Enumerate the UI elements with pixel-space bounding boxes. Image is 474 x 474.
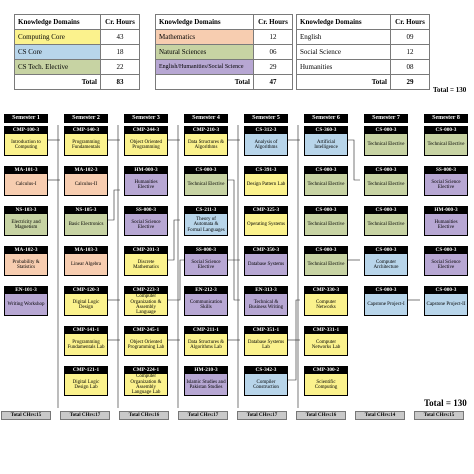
course-card bbox=[4, 126, 48, 156]
course-title: Compiler Construction bbox=[253, 379, 279, 390]
course-title: Technical Elective bbox=[367, 222, 405, 228]
course-card bbox=[4, 286, 48, 316]
course-card bbox=[244, 126, 288, 156]
course-code: CMP-351-1 bbox=[245, 327, 287, 334]
course-title: Computer Networks Lab bbox=[311, 339, 341, 350]
course-code: CS-391-3 bbox=[245, 167, 287, 174]
course-code: CMP-140-3 bbox=[65, 127, 107, 134]
course-card bbox=[4, 166, 48, 196]
semester-header-8: Semester 8 bbox=[424, 114, 468, 123]
course-card bbox=[124, 126, 168, 156]
course-title: Computer Networks bbox=[316, 299, 336, 310]
hours-header-label: Cr. Hours bbox=[101, 15, 140, 30]
grand-total-top: Total = 130 bbox=[433, 86, 467, 94]
course-title: Artificial Intelligence bbox=[314, 139, 338, 150]
course-title: Computer Architecture bbox=[373, 259, 399, 270]
course-code: CMP-141-1 bbox=[65, 327, 107, 334]
grand-total-bottom: Total = 130 bbox=[424, 398, 467, 408]
course-code: CS-000-3 bbox=[365, 167, 407, 174]
semester-header-1: Semester 1 bbox=[4, 114, 48, 123]
course-code: SS-000-3 bbox=[125, 207, 167, 214]
course-card bbox=[304, 206, 348, 236]
domain-name: Natural Sciences bbox=[156, 45, 254, 60]
domain-total-label: Total bbox=[15, 75, 101, 90]
course-title: Database Systems Lab bbox=[247, 339, 285, 350]
semester-total-6: Total CHrs:16 bbox=[296, 411, 346, 420]
course-title: Operating Systems bbox=[247, 222, 285, 228]
semester-header-7: Semester 7 bbox=[364, 114, 408, 123]
semester-total-1: Total CHrs:15 bbox=[1, 411, 51, 420]
course-code: CS-342-3 bbox=[245, 367, 287, 374]
course-code: CS-000-3 bbox=[305, 247, 347, 254]
course-code: CS-000-3 bbox=[365, 207, 407, 214]
domain-hours: 29 bbox=[254, 60, 293, 75]
domain-name: CS Core bbox=[15, 45, 101, 60]
course-code: CS-000-3 bbox=[425, 127, 467, 134]
course-code: CMP-211-1 bbox=[185, 327, 227, 334]
course-code: SS-000-3 bbox=[425, 167, 467, 174]
course-card bbox=[364, 206, 408, 236]
domain-hours: 18 bbox=[101, 45, 140, 60]
course-card bbox=[244, 206, 288, 236]
course-title: Discrete Mathematics bbox=[133, 259, 159, 270]
course-code: CS-360-3 bbox=[305, 127, 347, 134]
course-code: MA-102-3 bbox=[65, 167, 107, 174]
course-code: CMP-121-1 bbox=[65, 367, 107, 374]
course-code: CS-211-3 bbox=[185, 207, 227, 214]
semester-total-5: Total CHrs:17 bbox=[237, 411, 287, 420]
course-code: MA-103-3 bbox=[65, 247, 107, 254]
course-card bbox=[364, 126, 408, 156]
course-title: Islamic Studies and Pakistan Studies bbox=[186, 379, 226, 390]
course-code: NS-103-3 bbox=[5, 207, 47, 214]
course-card bbox=[124, 286, 168, 316]
course-card bbox=[64, 166, 108, 196]
course-card bbox=[304, 246, 348, 276]
domain-hours: 08 bbox=[391, 60, 430, 75]
course-code: CMP-325-3 bbox=[245, 207, 287, 214]
semester-header-3: Semester 3 bbox=[124, 114, 168, 123]
course-card bbox=[184, 166, 228, 196]
course-card bbox=[64, 126, 108, 156]
course-code: HM-000-3 bbox=[125, 167, 167, 174]
course-code: CS-312-3 bbox=[245, 127, 287, 134]
course-code: HM-210-3 bbox=[185, 367, 227, 374]
course-title: Basic Electronics bbox=[68, 222, 104, 228]
course-title: Probability & Statistics bbox=[12, 259, 40, 270]
arrow-line bbox=[348, 140, 360, 180]
course-code: CS-000-3 bbox=[305, 207, 347, 214]
course-card bbox=[124, 326, 168, 356]
course-card bbox=[184, 246, 228, 276]
course-code: CS-000-3 bbox=[185, 167, 227, 174]
course-card bbox=[64, 326, 108, 356]
course-card bbox=[124, 166, 168, 196]
course-code: EN-212-3 bbox=[185, 287, 227, 294]
course-title: Linear Algebra bbox=[70, 262, 102, 268]
course-code: CMP-201-3 bbox=[125, 247, 167, 254]
semester-total-3: Total CHrs:16 bbox=[119, 411, 169, 420]
course-title: Database Systems bbox=[247, 262, 285, 268]
hours-header-label: Cr. Hours bbox=[254, 15, 293, 30]
course-title: Technical Elective bbox=[307, 262, 345, 268]
course-code: CS-000-3 bbox=[365, 247, 407, 254]
domain-header-label: Knowledge Domains bbox=[297, 15, 391, 30]
course-code: CMP-210-3 bbox=[185, 127, 227, 134]
domain-hours: 43 bbox=[101, 30, 140, 45]
course-card bbox=[424, 126, 468, 156]
course-card bbox=[64, 206, 108, 236]
course-title: Object Oriented Programming bbox=[129, 139, 163, 150]
course-code: MA-101-3 bbox=[5, 167, 47, 174]
course-card bbox=[304, 326, 348, 356]
domain-total-value: 83 bbox=[101, 75, 140, 90]
domain-header-label: Knowledge Domains bbox=[156, 15, 254, 30]
domain-hours: 12 bbox=[254, 30, 293, 45]
course-code: CMP-300-2 bbox=[305, 367, 347, 374]
course-code: CMP-120-3 bbox=[65, 287, 107, 294]
course-title: Computer Organization & Assembly Language Lab bbox=[130, 374, 162, 396]
course-card bbox=[184, 286, 228, 316]
hours-header-label: Cr. Hours bbox=[391, 15, 430, 30]
domain-name: English bbox=[297, 30, 391, 45]
course-card bbox=[364, 286, 408, 316]
course-code: CMP-244-3 bbox=[125, 127, 167, 134]
course-title: Capstone Project-I bbox=[367, 302, 405, 308]
course-title: Technical Elective bbox=[307, 222, 345, 228]
course-title: Design Pattern Lab bbox=[246, 182, 286, 188]
domain-name: Computing Core bbox=[15, 30, 101, 45]
course-title: Technical Elective bbox=[367, 182, 405, 188]
course-card bbox=[64, 286, 108, 316]
course-card bbox=[244, 246, 288, 276]
course-code: CMP-224-1 bbox=[125, 367, 167, 374]
semester-header-6: Semester 6 bbox=[304, 114, 348, 123]
course-card bbox=[4, 246, 48, 276]
course-title: Technical & Business Writing bbox=[248, 299, 284, 310]
course-card bbox=[4, 206, 48, 236]
course-code: MA-102-3 bbox=[5, 247, 47, 254]
course-code: CMP-350-3 bbox=[245, 247, 287, 254]
course-code: EN-101-3 bbox=[5, 287, 47, 294]
course-code: HM-000-3 bbox=[425, 207, 467, 214]
course-code: CMP-331-1 bbox=[305, 327, 347, 334]
course-card bbox=[124, 206, 168, 236]
semester-header-5: Semester 5 bbox=[244, 114, 288, 123]
domain-name: English/Humanities/Social Science bbox=[156, 60, 254, 75]
course-title: Technical Elective bbox=[367, 142, 405, 148]
domain-name: Mathematics bbox=[156, 30, 254, 45]
course-title: Digital Logic Design Lab bbox=[72, 379, 100, 390]
course-card bbox=[184, 126, 228, 156]
course-code: CS-000-3 bbox=[365, 127, 407, 134]
course-card bbox=[124, 246, 168, 276]
domain-total-label: Total bbox=[156, 75, 254, 90]
course-card bbox=[244, 166, 288, 196]
course-title: Technical Elective bbox=[427, 142, 465, 148]
course-card bbox=[304, 166, 348, 196]
course-title: Analysis of Algorithms bbox=[254, 139, 278, 150]
semester-total-7: Total CHrs:14 bbox=[355, 411, 405, 420]
course-code: CS-000-3 bbox=[425, 287, 467, 294]
course-code: SS-000-3 bbox=[185, 247, 227, 254]
domain-hours: 12 bbox=[391, 45, 430, 60]
course-code: CMP-223-3 bbox=[125, 287, 167, 294]
course-code: EN-313-3 bbox=[245, 287, 287, 294]
course-title: Humanities Elective bbox=[134, 179, 158, 190]
course-card bbox=[244, 286, 288, 316]
course-title: Capstone Project-II bbox=[426, 302, 466, 308]
domain-name: CS Tech. Elective bbox=[15, 60, 101, 75]
course-title: Social Science Elective bbox=[431, 179, 461, 190]
course-card bbox=[184, 366, 228, 396]
course-card bbox=[244, 326, 288, 356]
course-title: Humanities Elective bbox=[434, 219, 458, 230]
course-title: Digital Logic Design bbox=[72, 299, 100, 310]
course-title: Computer Organization & Assembly Language bbox=[130, 294, 162, 316]
course-code: NS-105-3 bbox=[65, 207, 107, 214]
course-code: CS-000-3 bbox=[425, 247, 467, 254]
course-card bbox=[364, 246, 408, 276]
course-title: Technical Elective bbox=[187, 182, 225, 188]
domain-hours: 22 bbox=[101, 60, 140, 75]
course-code: CMP-330-3 bbox=[305, 287, 347, 294]
course-card bbox=[304, 126, 348, 156]
semester-header-2: Semester 2 bbox=[64, 114, 108, 123]
course-card bbox=[244, 366, 288, 396]
course-card bbox=[424, 206, 468, 236]
course-title: Data Structures & Algorithms Lab bbox=[187, 339, 225, 350]
semester-total-8: Total CHrs:15 bbox=[414, 411, 464, 420]
course-title: Scientific Computing bbox=[314, 379, 338, 390]
course-card bbox=[424, 166, 468, 196]
domain-hours: 06 bbox=[254, 45, 293, 60]
course-card bbox=[184, 206, 228, 236]
domain-name: Humanities bbox=[297, 60, 391, 75]
course-title: Social Science Elective bbox=[131, 219, 161, 230]
course-card bbox=[64, 246, 108, 276]
course-card bbox=[304, 366, 348, 396]
semester-total-4: Total CHrs:17 bbox=[178, 411, 228, 420]
course-title: Technical Elective bbox=[307, 182, 345, 188]
course-card bbox=[304, 286, 348, 316]
course-title: Writing Workshop bbox=[7, 302, 45, 308]
course-title: Data Structures & Algorithms bbox=[187, 139, 225, 150]
course-title: Introduction to Computing bbox=[11, 139, 41, 150]
course-card bbox=[424, 286, 468, 316]
course-title: Programming Fundamentals Lab bbox=[67, 339, 105, 350]
domain-header-label: Knowledge Domains bbox=[15, 15, 101, 30]
course-title: Theory of Automata & Formal Languages bbox=[187, 216, 225, 233]
semester-header-4: Semester 4 bbox=[184, 114, 228, 123]
course-code: CS-000-3 bbox=[305, 167, 347, 174]
course-title: Social Science Elective bbox=[431, 259, 461, 270]
course-title: Programming Fundamentals bbox=[71, 139, 101, 150]
domain-name: Social Science bbox=[297, 45, 391, 60]
course-title: Social Science Elective bbox=[191, 259, 221, 270]
course-code: CMP-245-1 bbox=[125, 327, 167, 334]
course-title: Calculus-I bbox=[15, 182, 37, 188]
course-card bbox=[124, 366, 168, 396]
course-title: Electricity and Magnetism bbox=[11, 219, 41, 230]
course-title: Object Oriented Programming Lab bbox=[127, 339, 165, 350]
course-title: Communication Skills bbox=[189, 299, 223, 310]
domain-total-value: 29 bbox=[391, 75, 430, 90]
course-title: Calculus-II bbox=[74, 182, 98, 188]
course-code: CS-000-3 bbox=[365, 287, 407, 294]
course-code: CMP-100-3 bbox=[5, 127, 47, 134]
domain-hours: 09 bbox=[391, 30, 430, 45]
course-card bbox=[64, 366, 108, 396]
semester-total-2: Total CHrs:17 bbox=[60, 411, 110, 420]
course-card bbox=[364, 166, 408, 196]
course-card bbox=[424, 246, 468, 276]
course-card bbox=[184, 326, 228, 356]
domain-total-label: Total bbox=[297, 75, 391, 90]
domain-total-value: 47 bbox=[254, 75, 293, 90]
